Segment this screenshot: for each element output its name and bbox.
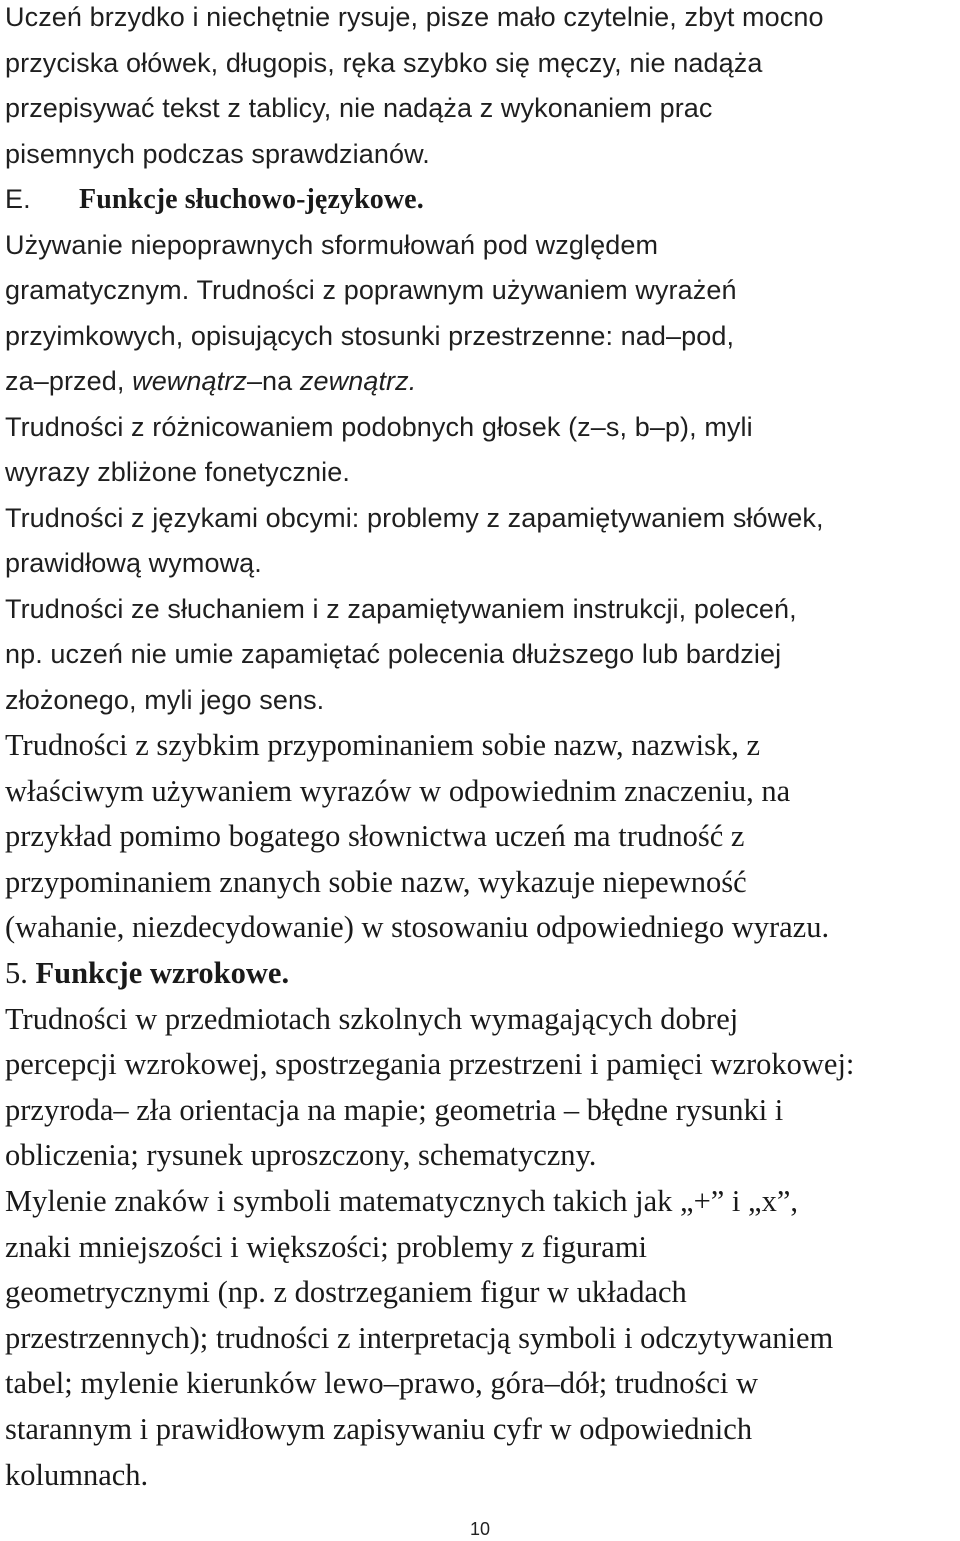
text-line bbox=[5, 359, 957, 405]
text-line: Trudności z szybkim przypominaniem sobie nazw, nazwisk, z bbox=[5, 728, 761, 762]
text-line: pisemnych podczas sprawdzianów. bbox=[5, 138, 430, 169]
paragraph-intro bbox=[5, 0, 957, 177]
text-line: obliczenia; rysunek uproszczony, schematyczny. bbox=[5, 1138, 597, 1173]
text-line: przyciska ołówek, długopis, ręka szybko się męczy, nie nadąża bbox=[5, 47, 763, 78]
italic-run: zewnątrz. bbox=[299, 366, 417, 396]
section-title: Funkcje słuchowo-językowe. bbox=[79, 184, 424, 215]
text-line: Używanie niepoprawnych sformułowań pod względem bbox=[5, 229, 659, 260]
text-line: kolumnach. bbox=[5, 1457, 149, 1492]
text-line: prawidłową wymową. bbox=[5, 548, 262, 578]
text-line: gramatycznym. Trudności z poprawnym używaniem wyrażeń bbox=[5, 275, 737, 305]
paragraph-listening bbox=[5, 587, 957, 724]
text-line: przypominaniem znanych sobie nazw, wykazuje niepewność bbox=[5, 864, 747, 899]
text-line: Trudności z językami obcymi: problemy z zapamiętywaniem słówek, bbox=[5, 502, 824, 533]
paragraph-visual bbox=[5, 997, 957, 1179]
text-line: starannym i prawidłowym zapisywaniu cyfr w odpowiednich bbox=[5, 1411, 753, 1446]
page-number: 10 bbox=[469, 1519, 491, 1539]
text-line: wyrazy zbliżone fonetycznie. bbox=[5, 457, 350, 487]
text-line: przepisywać tekst z tablicy, nie nadąża z wykonaniem prac bbox=[5, 93, 713, 123]
italic-run: wewnątrz bbox=[132, 366, 247, 396]
paragraph-naming bbox=[5, 723, 957, 951]
text-run: –na bbox=[246, 366, 293, 396]
text-line: przyimkowych, opisujących stosunki przestrzenne: nad–pod, bbox=[5, 320, 735, 351]
text-line: przyroda– zła orientacja na mapie; geometria – błędne rysunki i bbox=[5, 1092, 784, 1127]
text-line: Mylenie znaków i symboli matematycznych takich jak „+” i „x”, bbox=[5, 1183, 798, 1218]
text-line: znaki mniejszości i większości; problemy z figurami bbox=[5, 1229, 648, 1264]
text-line: Trudności w przedmiotach szkolnych wymagających dobrej bbox=[5, 1001, 739, 1036]
paragraph-symbols bbox=[5, 1179, 957, 1498]
paragraph-languages bbox=[5, 496, 957, 587]
text-line: np. uczeń nie umie zapamiętać polecenia dłuższego lub bardziej bbox=[5, 639, 782, 669]
section-heading-e bbox=[5, 177, 957, 223]
section-label: E. bbox=[5, 184, 31, 214]
section-label: 5. bbox=[5, 955, 28, 990]
text-line: tabel; mylenie kierunków lewo–prawo, góra–dół; trudności w bbox=[5, 1366, 758, 1401]
paragraph-phonemes bbox=[5, 405, 957, 496]
text-run: za–przed, bbox=[5, 366, 125, 396]
text-line: geometrycznymi (np. z dostrzeganiem figur w układach bbox=[5, 1275, 687, 1310]
text-line: przykład pomimo bogatego słownictwa uczeń ma trudność z bbox=[5, 819, 745, 854]
text-line: Trudności ze słuchaniem i z zapamiętywaniem instrukcji, poleceń, bbox=[5, 593, 797, 624]
text-line: złożonego, myli jego sens. bbox=[5, 684, 325, 715]
section-heading-5 bbox=[5, 951, 957, 997]
text-line: percepcji wzrokowej, spostrzegania przestrzeni i pamięci wzrokowej: bbox=[5, 1047, 855, 1082]
text-line: przestrzennych); trudności z interpretacją symboli i odczytywaniem bbox=[5, 1320, 834, 1355]
text-line: Trudności z różnicowaniem podobnych głosek (z–s, b–p), myli bbox=[5, 411, 753, 442]
section-title: Funkcje wzrokowe. bbox=[35, 955, 290, 990]
page-body bbox=[5, 0, 957, 1498]
text-line: właściwym używaniem wyrazów w odpowiednim znaczeniu, na bbox=[5, 773, 791, 808]
text-line: (wahanie, niezdecydowanie) w stosowaniu odpowiedniego wyrazu. bbox=[5, 910, 830, 945]
text-line: Uczeń brzydko i niechętnie rysuje, pisze mało czytelnie, zbyt mocno bbox=[5, 2, 824, 32]
paragraph-grammar bbox=[5, 223, 957, 405]
